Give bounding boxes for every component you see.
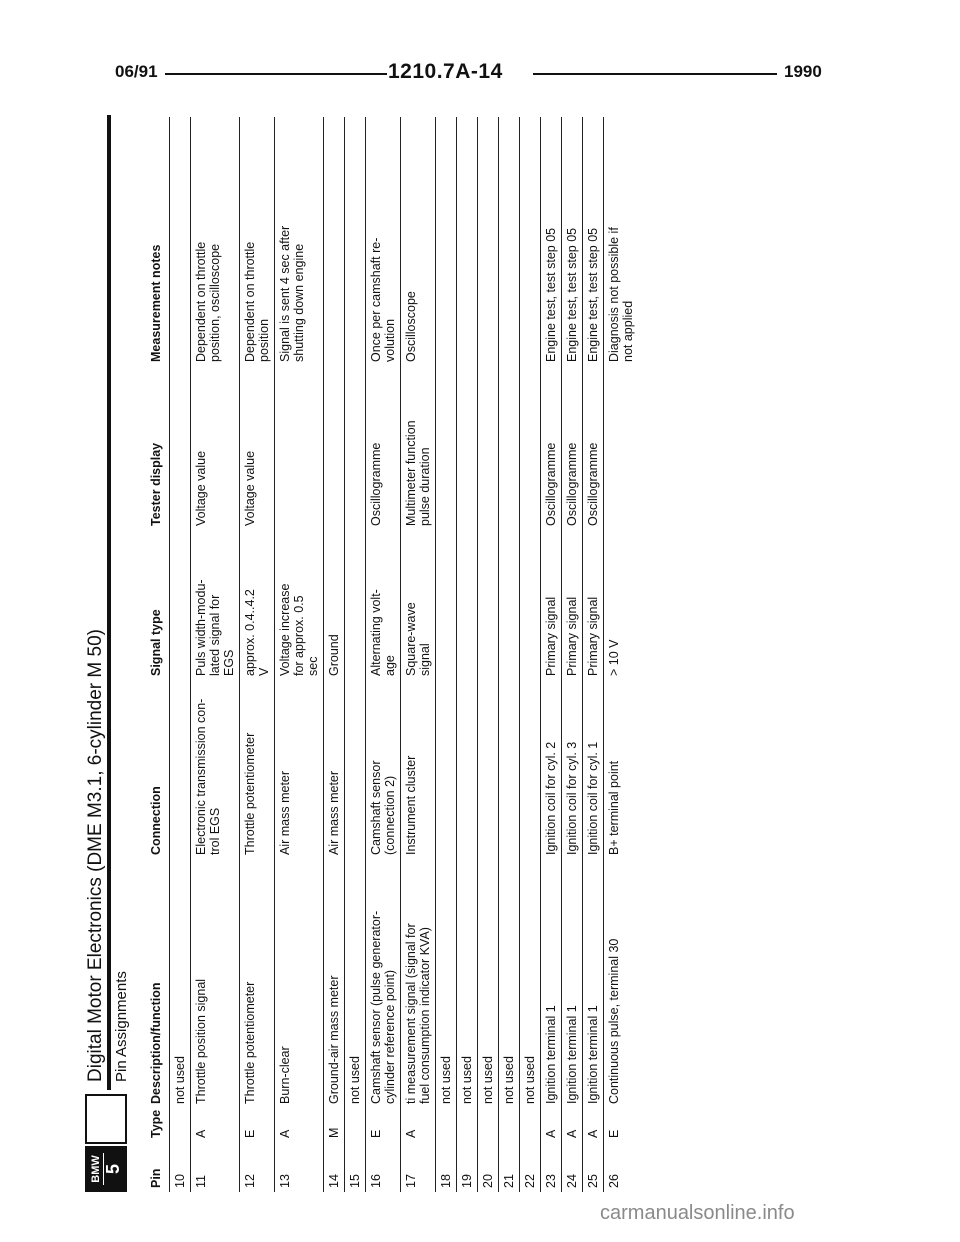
cell-signal: Alternating volt- age bbox=[366, 528, 401, 678]
cell-conn bbox=[436, 678, 457, 857]
col-conn: Connection bbox=[149, 786, 163, 855]
table-row bbox=[366, 117, 401, 1192]
page-title: Digital Motor Electronics (DME M3.1, 6-cylinder M 50) bbox=[85, 629, 106, 1082]
cell-conn bbox=[520, 678, 541, 857]
model-year: 1990 bbox=[784, 62, 822, 81]
cell-pin: 16 bbox=[366, 1140, 401, 1192]
cell-tester bbox=[170, 364, 191, 528]
cell-pin: 14 bbox=[324, 1140, 345, 1192]
page-header bbox=[0, 62, 960, 88]
cell-tester: Oscillogramme bbox=[562, 364, 583, 528]
table-row bbox=[520, 117, 541, 1192]
table-row bbox=[541, 117, 562, 1192]
cell-desc: Camshaft sensor (pulse generator- cylinder reference point) bbox=[366, 857, 401, 1106]
cell-notes: Engine test, test step 05 bbox=[541, 117, 562, 364]
cell-type bbox=[478, 1106, 499, 1140]
cell-notes bbox=[436, 117, 457, 364]
cell-conn: Electronic transmission con- trol EGS bbox=[191, 678, 240, 857]
cell-signal: Voltage increase for approx. 0.5 sec bbox=[275, 528, 324, 678]
cell-notes: Oscilloscope bbox=[401, 117, 436, 364]
cell-signal bbox=[345, 528, 366, 678]
document-code: 1210.7A-14 bbox=[388, 60, 503, 83]
cell-notes bbox=[499, 117, 520, 364]
cell-desc: ti measurement signal (signal for fuel consumption indicator KVA) bbox=[401, 857, 436, 1106]
cell-tester bbox=[436, 364, 457, 528]
table-row bbox=[604, 117, 639, 1192]
cell-signal bbox=[170, 528, 191, 678]
cell-tester bbox=[604, 364, 639, 528]
cell-type: A bbox=[401, 1106, 436, 1140]
cell-notes bbox=[324, 117, 345, 364]
cell-type bbox=[436, 1106, 457, 1140]
cell-tester: Multimeter function pulse duration bbox=[401, 364, 436, 528]
cell-pin: 10 bbox=[170, 1140, 191, 1192]
col-pin: Pin bbox=[149, 1168, 163, 1188]
watermark: carmanualsonline.info bbox=[600, 1202, 795, 1224]
cell-pin: 20 bbox=[478, 1140, 499, 1192]
cell-conn: Air mass meter bbox=[275, 678, 324, 857]
cell-conn: B+ terminal point bbox=[604, 678, 639, 857]
bmw-badge bbox=[85, 1094, 125, 1192]
cell-tester: Voltage value bbox=[240, 364, 275, 528]
cell-desc: not used bbox=[436, 857, 457, 1106]
cell-conn: Instrument cluster bbox=[401, 678, 436, 857]
pin-assignment-table bbox=[145, 117, 638, 1192]
col-desc: Description/function bbox=[149, 982, 163, 1104]
cell-signal bbox=[478, 528, 499, 678]
cell-notes bbox=[345, 117, 366, 364]
cell-type: E bbox=[604, 1106, 639, 1140]
cell-type: A bbox=[562, 1106, 583, 1140]
cell-tester bbox=[478, 364, 499, 528]
cell-conn: Air mass meter bbox=[324, 678, 345, 857]
cell-notes bbox=[170, 117, 191, 364]
cell-desc: not used bbox=[170, 857, 191, 1106]
cell-tester bbox=[499, 364, 520, 528]
rotated-page bbox=[85, 122, 787, 1192]
cell-tester bbox=[324, 364, 345, 528]
cell-type: E bbox=[366, 1106, 401, 1140]
cell-conn bbox=[170, 678, 191, 857]
cell-desc: Burn-clear bbox=[275, 857, 324, 1106]
cell-notes bbox=[457, 117, 478, 364]
cell-notes: Engine test, test step 05 bbox=[562, 117, 583, 364]
cell-tester bbox=[275, 364, 324, 528]
cell-desc: not used bbox=[499, 857, 520, 1106]
cell-desc: Ignition terminal 1 bbox=[583, 857, 604, 1106]
cell-tester: Oscillogramme bbox=[583, 364, 604, 528]
cell-signal bbox=[520, 528, 541, 678]
header-rule-left bbox=[165, 73, 387, 75]
cell-type: A bbox=[583, 1106, 604, 1140]
cell-pin: 25 bbox=[583, 1140, 604, 1192]
cell-desc: Ignition terminal 1 bbox=[562, 857, 583, 1106]
cell-type bbox=[345, 1106, 366, 1140]
col-signal: Signal type bbox=[149, 609, 163, 676]
badge-brand: BMW bbox=[89, 1155, 102, 1183]
cell-pin: 21 bbox=[499, 1140, 520, 1192]
table-row bbox=[436, 117, 457, 1192]
table-row bbox=[457, 117, 478, 1192]
cell-pin: 24 bbox=[562, 1140, 583, 1192]
cell-conn: Throttle potentiometer bbox=[240, 678, 275, 857]
cell-signal: Primary signal bbox=[583, 528, 604, 678]
badge-series: 5 bbox=[102, 1163, 123, 1174]
cell-desc: Ignition terminal 1 bbox=[541, 857, 562, 1106]
cell-desc: Throttle potentiometer bbox=[240, 857, 275, 1106]
cell-notes: Engine test, test step 05 bbox=[583, 117, 604, 364]
cell-type bbox=[520, 1106, 541, 1140]
badge-blank-box bbox=[85, 1094, 127, 1144]
cell-tester: Oscillogramme bbox=[366, 364, 401, 528]
cell-signal bbox=[457, 528, 478, 678]
cell-signal: Puls width-modu- lated signal for EGS bbox=[191, 528, 240, 678]
cell-pin: 18 bbox=[436, 1140, 457, 1192]
cell-notes: Dependent on throttle position bbox=[240, 117, 275, 364]
cell-pin: 12 bbox=[240, 1140, 275, 1192]
header-rule-right bbox=[533, 73, 777, 75]
cell-conn: Ignition coil for cyl. 1 bbox=[583, 678, 604, 857]
col-notes: Measurement notes bbox=[149, 244, 163, 362]
cell-pin: 17 bbox=[401, 1140, 436, 1192]
cell-pin: 26 bbox=[604, 1140, 639, 1192]
table-row bbox=[499, 117, 520, 1192]
table-row bbox=[562, 117, 583, 1192]
cell-pin: 23 bbox=[541, 1140, 562, 1192]
cell-tester: Voltage value bbox=[191, 364, 240, 528]
cell-conn: Camshaft sensor (connection 2) bbox=[366, 678, 401, 857]
bmw-logo bbox=[85, 1146, 127, 1192]
cell-signal: Primary signal bbox=[541, 528, 562, 678]
cell-tester bbox=[457, 364, 478, 528]
cell-conn: Ignition coil for cyl. 3 bbox=[562, 678, 583, 857]
cell-desc: Ground-air mass meter bbox=[324, 857, 345, 1106]
cell-conn bbox=[478, 678, 499, 857]
cell-type: A bbox=[541, 1106, 562, 1140]
cell-desc: not used bbox=[345, 857, 366, 1106]
table-row bbox=[345, 117, 366, 1192]
cell-signal: Ground bbox=[324, 528, 345, 678]
cell-signal bbox=[499, 528, 520, 678]
issue-date: 06/91 bbox=[115, 62, 158, 81]
cell-pin: 15 bbox=[345, 1140, 366, 1192]
col-tester: Tester display bbox=[149, 442, 163, 526]
cell-desc: not used bbox=[457, 857, 478, 1106]
cell-type: A bbox=[275, 1106, 324, 1140]
cell-notes: Dependent on throttle position, oscilloscope bbox=[191, 117, 240, 364]
cell-signal: approx. 0.4..4.2 V bbox=[240, 528, 275, 678]
cell-desc: Continuous pulse, terminal 30 bbox=[604, 857, 639, 1106]
table-row bbox=[401, 117, 436, 1192]
cell-desc: not used bbox=[478, 857, 499, 1106]
cell-type bbox=[499, 1106, 520, 1140]
cell-notes: Once per camshaft re- volution bbox=[366, 117, 401, 364]
cell-tester bbox=[345, 364, 366, 528]
cell-signal: Square-wave signal bbox=[401, 528, 436, 678]
table-row bbox=[478, 117, 499, 1192]
cell-type bbox=[457, 1106, 478, 1140]
cell-notes: Diagnosis not possible if not applied bbox=[604, 117, 639, 364]
cell-signal: > 10 V bbox=[604, 528, 639, 678]
cell-conn bbox=[499, 678, 520, 857]
table-header-row bbox=[145, 117, 170, 1192]
cell-type bbox=[170, 1106, 191, 1140]
page-subtitle: Pin Assignments bbox=[113, 971, 130, 1082]
cell-notes: Signal is sent 4 sec after shutting down engine bbox=[275, 117, 324, 364]
cell-notes bbox=[478, 117, 499, 364]
table-row bbox=[583, 117, 604, 1192]
table-row bbox=[170, 117, 191, 1192]
cell-type: M bbox=[324, 1106, 345, 1140]
cell-type: E bbox=[240, 1106, 275, 1140]
cell-conn: Ignition coil for cyl. 2 bbox=[541, 678, 562, 857]
table-row bbox=[240, 117, 275, 1192]
cell-pin: 11 bbox=[191, 1140, 240, 1192]
cell-conn bbox=[345, 678, 366, 857]
cell-pin: 22 bbox=[520, 1140, 541, 1192]
table-row bbox=[191, 117, 240, 1192]
cell-tester bbox=[520, 364, 541, 528]
cell-notes bbox=[520, 117, 541, 364]
table-row bbox=[324, 117, 345, 1192]
cell-desc: not used bbox=[520, 857, 541, 1106]
cell-signal bbox=[436, 528, 457, 678]
table-row bbox=[275, 117, 324, 1192]
cell-desc: Throttle position signal bbox=[191, 857, 240, 1106]
cell-tester: Oscillogramme bbox=[541, 364, 562, 528]
cell-pin: 19 bbox=[457, 1140, 478, 1192]
title-rule bbox=[107, 115, 111, 1090]
cell-type: A bbox=[191, 1106, 240, 1140]
col-type: Type bbox=[149, 1109, 163, 1138]
cell-pin: 13 bbox=[275, 1140, 324, 1192]
cell-conn bbox=[457, 678, 478, 857]
cell-signal: Primary signal bbox=[562, 528, 583, 678]
